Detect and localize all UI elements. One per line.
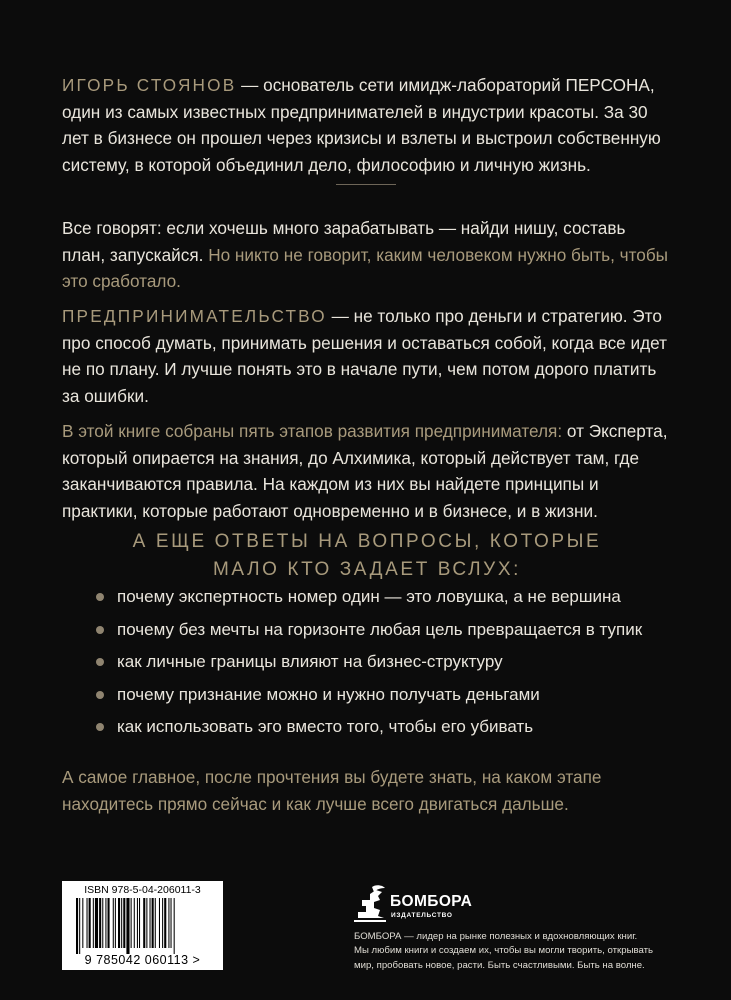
publisher-description: БОМБОРА — лидер на рынке полезных и вдохновляющих книг. Мы любим книги и создаем их, чтобы вы могли творить, открывать мир, пробовать новое, расти. Быть счастливыми. Быть на волне. xyxy=(354,931,653,971)
questions-list xyxy=(96,586,676,749)
bullet-dot-icon xyxy=(96,658,104,666)
bullet-dot-icon xyxy=(96,593,104,601)
bullet-dot-icon xyxy=(96,626,104,634)
barcode-bars-icon xyxy=(72,898,214,954)
question-text: как личные границы влияют на бизнес-структуру xyxy=(117,652,503,671)
question-text: почему экспертность номер один — это ловушка, а не вершина xyxy=(117,587,621,606)
author-intro xyxy=(62,72,672,178)
bullet-dot-icon xyxy=(96,691,104,699)
conclusion: А самое главное, после прочтения вы будете знать, на каком этапе находитесь прямо сейчас и как лучше всего двигаться дальше. xyxy=(62,767,602,814)
publisher-logo-subtitle: ИЗДАТЕЛЬСТВО xyxy=(391,912,453,919)
intro-paragraph xyxy=(62,215,672,295)
author-name: ИГОРЬ СТОЯНОВ xyxy=(62,75,237,95)
book-stages-text: от Эксперта, который опирается на знания, до Алхимика, который действует там, где заканчиваются правила. На каждом из них вы найдете принципы и практики, которые работают одновременно и в бизнесе, и в жизни. xyxy=(62,421,668,521)
barcode xyxy=(62,881,223,970)
list-item xyxy=(96,716,676,749)
list-item xyxy=(96,586,676,619)
question-text: почему признание можно и нужно получать деньгами xyxy=(117,684,540,704)
isbn-number: ISBN 978-5-04-206011-3 xyxy=(84,884,201,896)
list-item xyxy=(96,651,676,684)
questions-heading-line1: А ЕЩЕ ОТВЕТЫ НА ВОПРОСЫ, КОТОРЫЕ xyxy=(132,531,602,552)
list-item xyxy=(96,619,676,652)
barcode-digits: 9 785042 060113 > xyxy=(84,953,201,967)
questions-heading-line2: МАЛО КТО ЗАДАЕТ ВСЛУХ: xyxy=(212,559,522,580)
bullet-dot-icon xyxy=(96,723,104,731)
divider xyxy=(336,184,396,185)
list-item xyxy=(96,684,676,717)
intro-text: Все говорят: если хочешь много зарабатывать — найди нишу, составь план, запускайся. xyxy=(62,218,626,265)
questions-heading xyxy=(62,528,672,584)
entrepreneurship-paragraph xyxy=(62,303,672,409)
question-text: почему без мечты на горизонте любая цель превращается в тупик xyxy=(117,619,643,639)
publisher-logo-name: БОМБОРА xyxy=(390,893,473,910)
entrepreneurship-term: ПРЕДПРИНИМАТЕЛЬСТВО xyxy=(62,306,327,326)
author-intro-text: — основатель сети имидж-лабораторий ПЕРСОНА, один из самых известных предпринимателей в индустрии красоты. За 30 лет в бизнесе он прошел через кризисы и взлеты и выстроил собственную систему, в которой объединил дело, философию и личную жизнь. xyxy=(62,75,661,175)
intro-highlight: Но никто не говорит, каким человеком нужно быть, чтобы это сработало. xyxy=(62,244,669,291)
book-stages-paragraph xyxy=(62,418,672,524)
question-text: как использовать эго вместо того, чтобы его убивать xyxy=(117,717,534,736)
entrepreneurship-text: — не только про деньги и стратегию. Это про способ думать, принимать решения и оставаться собой, когда все идет не по плану. И лучше понять это в начале пути, чем потом дорого платить за ошибки. xyxy=(62,306,668,406)
book-stages-highlight: В этой книге собраны пять этапов развития предпринимателя: xyxy=(62,421,563,441)
